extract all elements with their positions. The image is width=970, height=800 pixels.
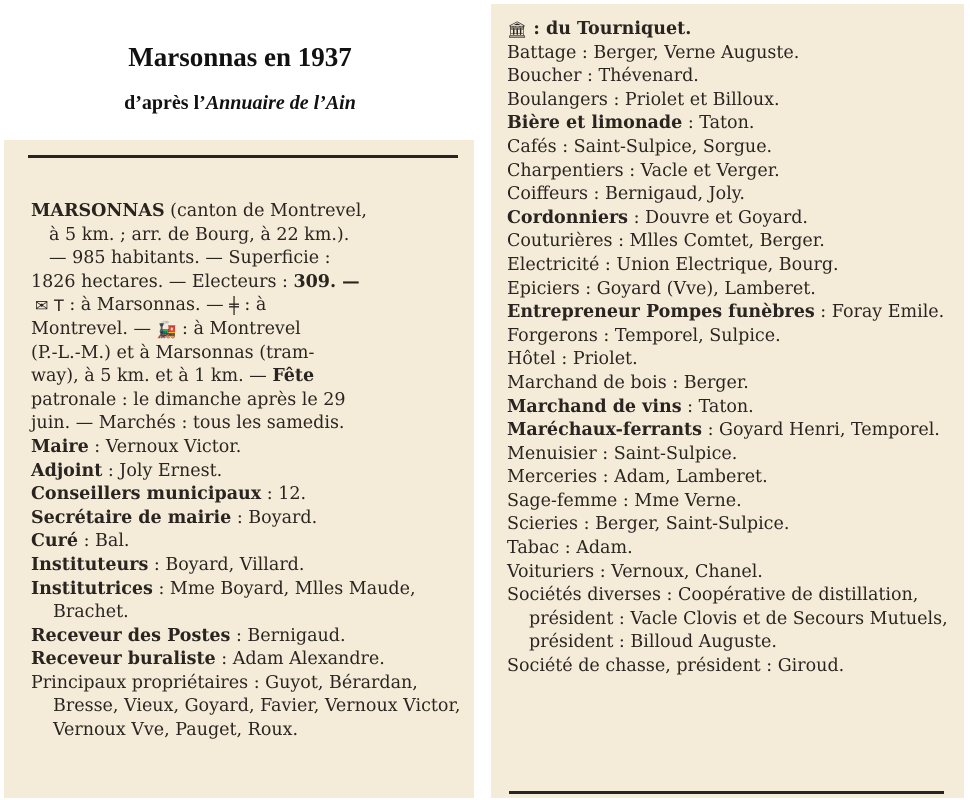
list-item — [31, 507, 466, 531]
list-item — [507, 372, 958, 396]
list-item — [507, 278, 958, 302]
list-item — [507, 254, 958, 278]
entry-value: : Bernigaud, Joly. — [587, 184, 745, 205]
intro-line-3: — 985 habitants. — Superficie : — [49, 248, 331, 269]
entry-value: : Douvre et Goyard. — [628, 207, 808, 228]
list-item — [507, 89, 958, 113]
entry-label: Coiffeurs — [507, 184, 588, 205]
entry-label: Conseillers municipaux — [31, 484, 262, 505]
entry-label: Marchand de vins — [507, 396, 682, 417]
list-item — [31, 436, 466, 460]
entry-label: Boucher — [507, 66, 582, 87]
list-item — [507, 466, 958, 490]
postal-envelope-icon: ✉ — [35, 296, 49, 316]
hotel-icon: 🏛 — [507, 20, 528, 39]
list-item — [31, 578, 466, 625]
intro-line-8: way), à 5 km. et à 1 km. — Fête — [31, 366, 315, 387]
entry-label: Entrepreneur Pompes funèbres — [507, 302, 815, 323]
list-item — [507, 655, 958, 679]
list-item — [507, 301, 958, 325]
entry-label: Tabac — [507, 538, 560, 559]
list-item — [31, 483, 466, 507]
entry-value: : Mlles Comtet, Berger. — [612, 231, 825, 252]
list-item — [31, 530, 466, 554]
intro-line-10: juin. — Marchés : tous les samedis. — [31, 413, 345, 434]
entry-value: : Taton. — [681, 396, 754, 417]
list-item — [507, 325, 958, 349]
entry-value: : Berger, Verne Auguste. — [576, 42, 800, 63]
entry-value: : Saint-Sulpice, Sorgue. — [556, 136, 773, 157]
list-item — [507, 443, 958, 467]
entry-value: : Vernoux Victor. — [88, 436, 242, 457]
entry-value: : Adam Alexandre. — [215, 649, 385, 670]
entry-label: Secrétaire de mairie — [31, 507, 232, 528]
entry-label: Instituteurs — [31, 554, 149, 575]
intro-line-6: Montrevel. — 🚂 : à Montrevel — [31, 318, 301, 339]
entry-label: Electricité — [507, 254, 600, 275]
list-item — [507, 396, 958, 420]
entry-value: : Boyard. — [231, 507, 318, 528]
entry-label: Bière et limonade — [507, 113, 683, 134]
intro-line-1: MARSONNAS (canton de Montrevel, — [31, 201, 367, 221]
list-item — [507, 419, 958, 443]
list-item — [507, 65, 958, 89]
entry-label: Adjoint — [31, 460, 103, 481]
list-item — [507, 183, 958, 207]
entry-label: Merceries — [507, 467, 598, 488]
list-item — [507, 160, 958, 184]
left-entries — [31, 436, 466, 743]
entry-label: Marchand de bois — [507, 372, 667, 393]
entry-label: Forgerons — [507, 325, 598, 346]
entry-label: Boulangers — [507, 89, 608, 110]
entry-label: Battage — [507, 42, 577, 63]
entry-label: Cafés — [507, 136, 557, 157]
list-item — [31, 648, 466, 672]
entry-value: : Vacle et Verger. — [623, 160, 780, 181]
entry-label: Institutrices — [31, 578, 153, 599]
commune-name: MARSONNAS — [31, 201, 165, 221]
entry-label: Receveur buraliste — [31, 649, 216, 670]
list-item — [507, 490, 958, 514]
entry-value: : Coopérative de distillation, président : Vacle Clovis et de Secours Mutuels, président : Billoud Auguste. — [529, 585, 948, 653]
entry-value: : Bernigaud. — [230, 625, 346, 646]
list-item — [507, 537, 958, 561]
entry-value: : Adam, Lamberet. — [597, 467, 768, 488]
entry-label: Curé — [31, 531, 79, 552]
entry-label: Maréchaux-ferrants — [507, 420, 702, 441]
entry-label: Charpentiers — [507, 160, 624, 181]
subtitle-prefix: d’après l’ — [124, 92, 206, 114]
heading — [0, 40, 480, 116]
intro-line-5: ✉ T : à Marsonnas. — ╪ : à — [35, 295, 267, 316]
list-item — [31, 625, 466, 649]
intro-line-7: (P.-L.-M.) et à Marsonnas (tram- — [31, 342, 315, 363]
subtitle-source: Annuaire de l’Ain — [205, 92, 356, 114]
entry-value: : Temporel, Sulpice. — [597, 325, 781, 346]
right-entries — [507, 42, 958, 679]
list-item — [507, 112, 958, 136]
entry-label: Voituriers — [507, 561, 595, 582]
intro-line-9: patronale : le dimanche après le 29 — [31, 389, 346, 410]
electeurs-count: 309. — — [293, 271, 360, 292]
list-item — [507, 513, 958, 537]
list-item — [507, 42, 958, 66]
list-item — [507, 136, 958, 160]
entry-label: Hôtel — [507, 349, 556, 370]
entry-label: Receveur des Postes — [31, 625, 231, 646]
page-title: Marsonnas en 1937 — [128, 42, 352, 72]
entry-label: Sage-femme — [507, 490, 618, 511]
entry-value: : Adam. — [559, 538, 633, 559]
intro-line-4: 1826 hectares. — Electeurs : 309. — — [31, 271, 360, 292]
entry-value: : Bal. — [78, 531, 130, 552]
top-rule — [28, 155, 458, 158]
entry-value: : Mme Boyard, Mlles Maude, Brachet. — [53, 578, 416, 623]
entry-label: Maire — [31, 436, 89, 457]
train-icon: 🚂 — [156, 319, 177, 339]
entry-value: : Taton. — [682, 113, 755, 134]
list-item — [31, 554, 466, 578]
entry-label: Scieries — [507, 514, 579, 535]
bottom-rule — [509, 791, 944, 794]
entry-value: : Berger, Saint-Sulpice. — [578, 514, 790, 535]
fete-label: Fête — [272, 366, 315, 387]
entry-label: Epiciers — [507, 278, 580, 299]
list-item — [507, 561, 958, 585]
entry-value: : Thévenard. — [581, 66, 699, 87]
railway-station-icon: ╪ — [229, 296, 239, 316]
left-clipping — [4, 140, 474, 798]
list-item — [507, 230, 958, 254]
telegraph-icon: T — [53, 296, 64, 316]
entry-label: Cordonniers — [507, 207, 629, 228]
entry-label: Société de chasse — [507, 656, 666, 677]
entry-value: : Goyard (Vve), Lamberet. — [579, 278, 816, 299]
list-item — [31, 460, 466, 484]
entry-value: : Foray Emile. — [814, 302, 945, 323]
list-item — [507, 584, 958, 655]
entry-value: : Vernoux, Chanel. — [594, 561, 763, 582]
entry-value: : Guyot, Bérardan, Bresse, Vieux, Goyard, Favier, Vernoux Victor, Vernoux Vve, Pauget, Roux. — [53, 672, 461, 741]
entry-label: Sociétés diverses — [507, 585, 661, 606]
list-item — [31, 672, 466, 743]
intro-line-2: à 5 km. ; arr. de Bourg, à 22 km.). — [49, 224, 350, 245]
entry-value: : Priolet. — [555, 349, 638, 370]
page-subtitle — [0, 90, 480, 116]
entry-label: Menuisier — [507, 443, 597, 464]
entry-value: , président : Giroud. — [665, 656, 845, 677]
tourniquet-line: 🏛 : du Tourniquet. — [507, 19, 692, 39]
entry-value: : Joly Ernest. — [102, 460, 223, 481]
entry-value: : Union Electrique, Bourg. — [599, 254, 839, 275]
entry-value: : 12. — [261, 484, 307, 505]
entry-value: : Boyard, Villard. — [148, 554, 305, 575]
entry-value: : Priolet et Billoux. — [607, 89, 780, 110]
entry-label: Couturières — [507, 231, 613, 252]
list-item — [507, 207, 958, 231]
entry-value: : Goyard Henri, Temporel. — [702, 420, 940, 441]
list-item — [507, 348, 958, 372]
right-clipping — [491, 4, 964, 798]
entry-label: Principaux propriétaires — [31, 672, 249, 693]
entry-value: : Saint-Sulpice. — [596, 443, 738, 464]
entry-value: : Berger. — [666, 372, 749, 393]
entry-value: : Mme Verne. — [617, 490, 742, 511]
